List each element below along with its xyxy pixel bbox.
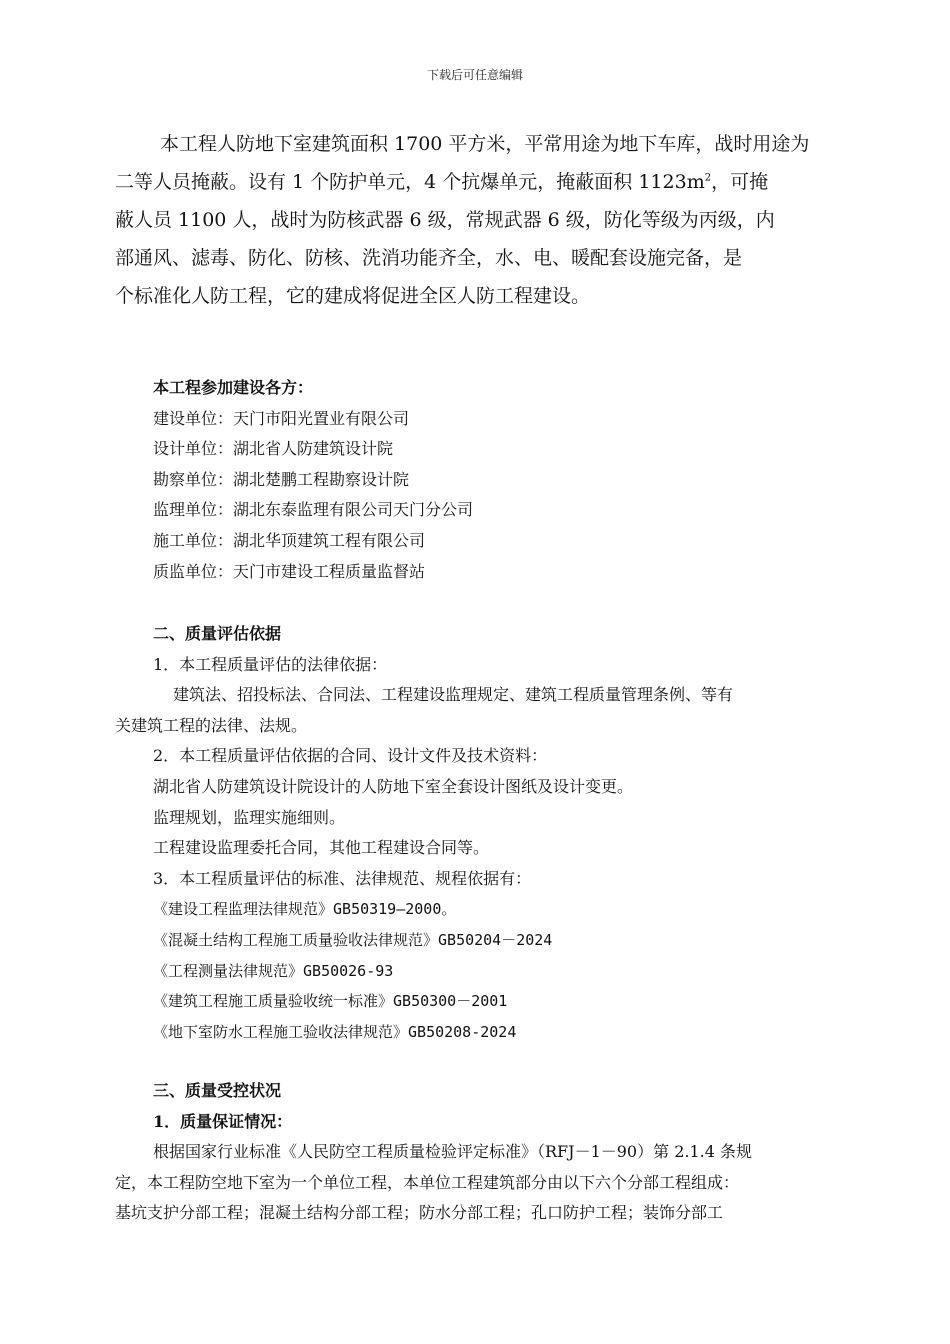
party-item: 建设单位：天门市阳光置业有限公司 bbox=[153, 408, 410, 428]
paragraph-line: 定，本工程防空地下室为一个单位工程，本单位工程建筑部分由以下六个分部工程组成： bbox=[115, 1172, 740, 1192]
party-item: 设计单位：湖北省人防建筑设计院 bbox=[153, 439, 394, 459]
paragraph-line: 基坑支护分部工程；混凝土结构分部工程；防水分部工程；孔口防护工程；装饰分部工 bbox=[115, 1203, 724, 1223]
intro-line-text: 二等人员掩蔽。设有 1 个防护单元，4 个抗爆单元，掩蔽面积 1123m bbox=[115, 171, 705, 193]
intro-line bbox=[115, 163, 863, 201]
list-item: 2．本工程质量评估依据的合同、设计文件及技术资料： bbox=[153, 746, 548, 766]
paragraph-line: 关建筑工程的法律、法规。 bbox=[115, 715, 308, 735]
list-item: 1．本工程质量评估的法律依据： bbox=[153, 654, 388, 674]
standard-item: 《建筑工程施工质量验收统一标准》GB50300－2001 bbox=[153, 992, 508, 1011]
party-item: 质监单位：天门市建设工程质量监督站 bbox=[153, 561, 426, 581]
intro-line: 个标准化人防工程，它的建成将促进全区人防工程建设。 bbox=[115, 285, 591, 307]
parties-section bbox=[115, 373, 863, 587]
intro-paragraph bbox=[115, 125, 863, 315]
basis-section bbox=[115, 619, 863, 1047]
party-item: 施工单位：湖北华顶建筑工程有限公司 bbox=[153, 530, 426, 550]
paragraph-line: 工程建设监理委托合同，其他工程建设合同等。 bbox=[153, 838, 490, 858]
page-header: 下载后可任意编辑 bbox=[426, 68, 523, 82]
standard-item: 《混凝土结构工程施工质量验收法律规范》GB50204－2024 bbox=[153, 930, 553, 949]
section-title: 本工程参加建设各方： bbox=[153, 378, 314, 397]
intro-line: 本工程人防地下室建筑面积 1700 平方米，平常用途为地下车库，战时用途为 bbox=[160, 133, 810, 155]
standard-item: 《工程测量法律规范》GB50026-93 bbox=[153, 961, 394, 980]
intro-line: 蔽人员 1100 人，战时为防核武器 6 级，常规武器 6 级，防化等级为丙级，内 bbox=[115, 209, 775, 231]
intro-line-text: ，可掩 bbox=[711, 171, 769, 193]
paragraph-line: 根据国家行业标准《人民防空工程质量检验评定标准》（RFJ－1－90）第 2.1.4 条规 bbox=[153, 1142, 752, 1162]
paragraph-line: 建筑法、招投标法、合同法、工程建设监理规定、建筑工程质量管理条例、等有 bbox=[173, 685, 734, 705]
paragraph-line: 监理规划，监理实施细则。 bbox=[153, 807, 346, 827]
list-item: 3．本工程质量评估的标准、法律规范、规程依据有： bbox=[153, 868, 532, 888]
party-item: 监理单位：湖北东泰监理有限公司天门分公司 bbox=[153, 500, 474, 520]
section-title: 二、质量评估依据 bbox=[153, 624, 282, 643]
standard-item: 《地下室防水工程施工验收法律规范》GB50208-2024 bbox=[153, 1022, 517, 1041]
control-section bbox=[115, 1076, 863, 1229]
section-title: 三、质量受控状况 bbox=[153, 1081, 282, 1100]
superscript: 2 bbox=[704, 172, 712, 184]
party-item: 勘察单位：湖北楚鹏工程勘察设计院 bbox=[153, 469, 410, 489]
intro-line: 部通风、滤毒、防化、防核、洗消功能齐全，水、电、暖配套设施完备，是 bbox=[115, 247, 743, 269]
subsection-title: 1．质量保证情况： bbox=[153, 1111, 293, 1131]
paragraph-line: 湖北省人防建筑设计院设计的人防地下室全套设计图纸及设计变更。 bbox=[153, 776, 634, 796]
standard-item: 《建设工程监理法律规范》GB50319—2000。 bbox=[153, 900, 457, 919]
